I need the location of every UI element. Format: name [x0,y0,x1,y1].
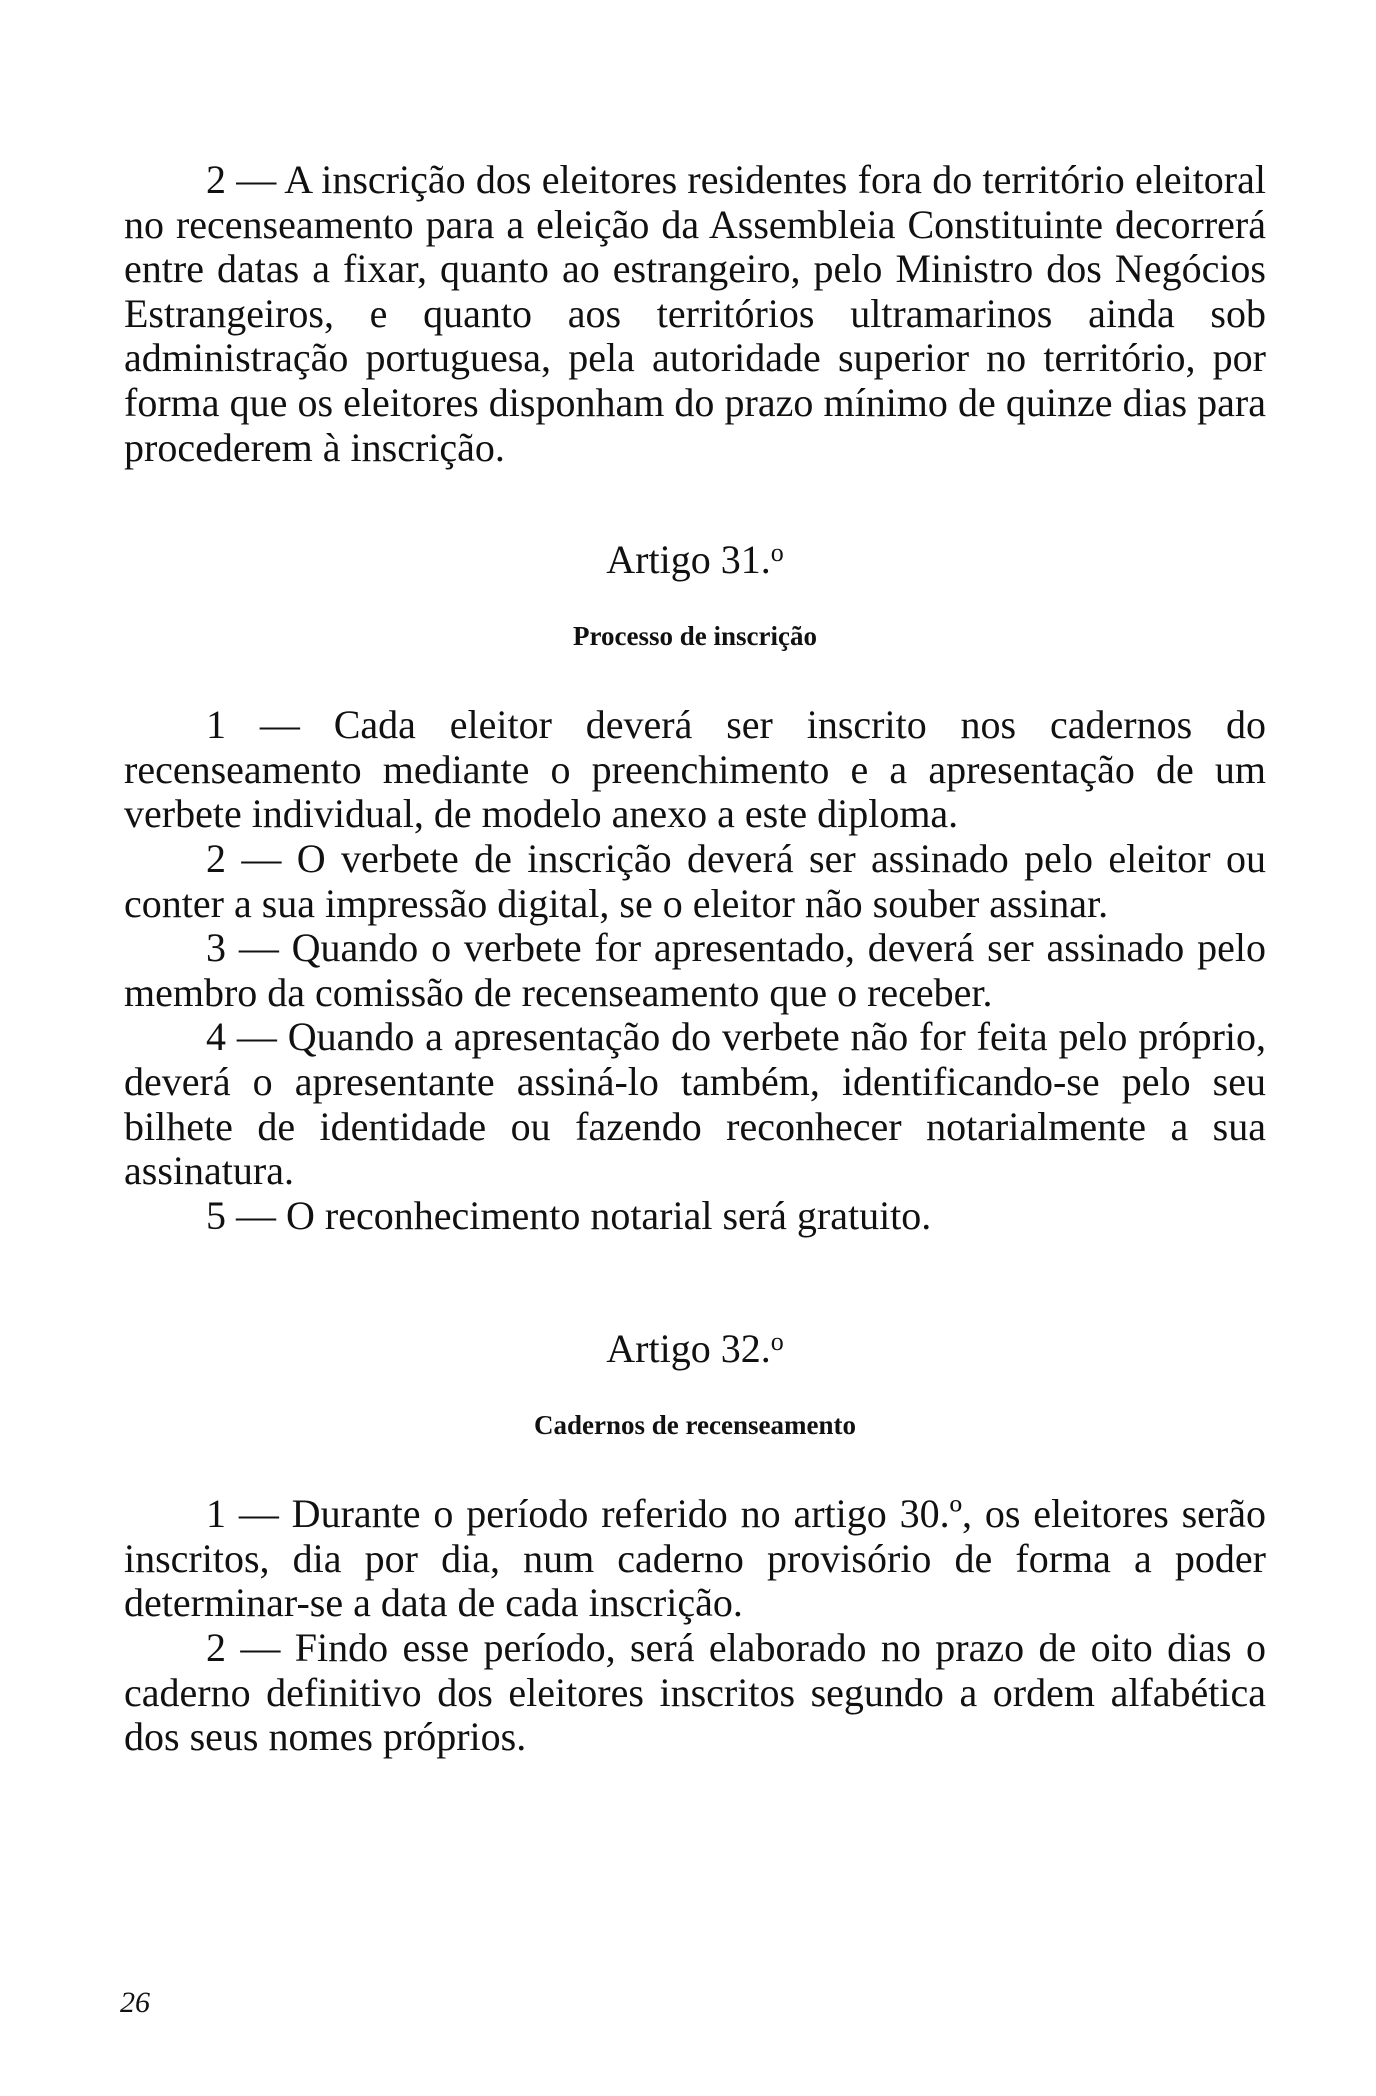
page-number: 26 [120,1986,150,2019]
article-32-ordinal: o [770,1327,784,1357]
article-32-paragraph-1: 1 — Durante o período referido no artigo 30.º, os eleitores serão inscritos, dia por dia, num caderno provisório de forma a poder determinar-se a data de cada inscrição. [124,1491,1266,1626]
article-32-heading: Cadernos de recenseamento [534,1410,856,1441]
article-31-title [124,538,1266,582]
article-31-paragraph-4: 4 — Quando a apresentação do verbete não for feita pelo próprio, deverá o apresentante assiná-lo também, identificando-se pelo seu bilhete de identidade ou fazendo reconhecer notarialmente a sua assinatura. [124,1014,1266,1194]
article-31-heading: Processo de inscrição [573,621,817,652]
article-32-title-text: Artigo 32. [606,1326,771,1372]
article-32-paragraph-2: 2 — Findo esse período, será elaborado no prazo de oito dias o caderno definitivo dos eleitores inscritos segundo a ordem alfabética dos seus nomes próprios. [124,1625,1266,1760]
article-31-ordinal: o [770,538,784,568]
article-31-paragraph-1: 1 — Cada eleitor deverá ser inscrito nos cadernos do recenseamento mediante o preenchimento e a apresentação de um verbete individual, de modelo anexo a este diploma. [124,702,1266,837]
document-page [124,158,1266,1760]
article-31-paragraph-2: 2 — O verbete de inscrição deverá ser assinado pelo eleitor ou conter a sua impressão digital, se o eleitor não souber assinar. [124,835,1266,926]
article-31-paragraph-5: 5 — O reconhecimento notarial será gratuito. [206,1192,932,1238]
article-31-title-text: Artigo 31. [606,537,771,583]
article-31-paragraph-3: 3 — Quando o verbete for apresentado, deverá ser assinado pelo membro da comissão de recenseamento que o receber. [124,925,1266,1015]
intro-paragraph: 2 — A inscrição dos eleitores residentes fora do território eleitoral no recenseamento para a eleição da Assembleia Constituinte decorrerá entre datas a fixar, quanto ao estrangeiro, pelo Ministro dos Negócios Estrangeiros, e quanto aos territórios ultramarinos ainda sob administração portuguesa, pela autoridade superior no território, por forma que os eleitores disponham do prazo mínimo de quinze dias para procederem à inscrição. [124,157,1266,470]
article-32-title [124,1327,1266,1371]
